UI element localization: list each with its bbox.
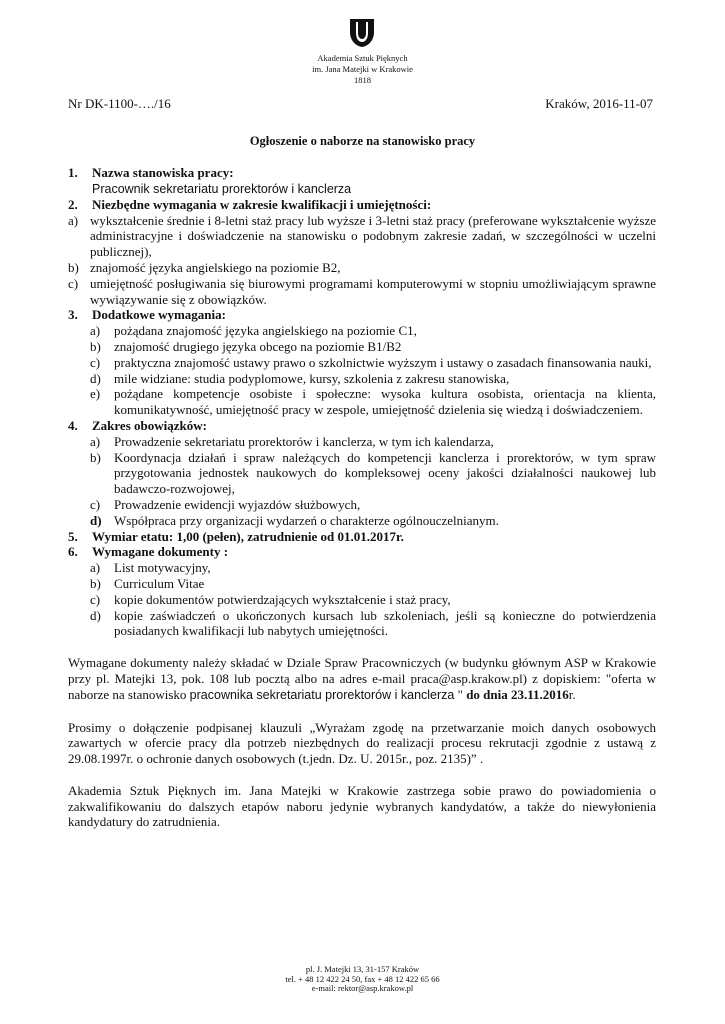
section-title: Dodatkowe wymagania: bbox=[92, 307, 226, 323]
list-item bbox=[68, 371, 656, 387]
item-letter: a) bbox=[90, 323, 101, 339]
submission-paragraph bbox=[68, 655, 656, 703]
item-letter: a) bbox=[90, 433, 101, 449]
list-item bbox=[68, 434, 656, 450]
section-number: 5. bbox=[68, 528, 78, 544]
item-text: pożądane kompetencje osobiste i społeczne: wysoka kultura osobista, orientacja na klienta, komunikatywność, umiejętność pracy w zespole, umiejętność dzielenia się wiedzą i doświadczeniem. bbox=[114, 386, 656, 418]
item-text: mile widziane: studia podyplomowe, kursy, szkolenia z zakresu stanowiska, bbox=[114, 370, 510, 386]
consent-paragraph: Prosimy o dołączenie podpisanej klauzuli „Wyrażam zgodę na przetwarzanie moich danych osobowych zawartych w ofercie pracy dla potrzeb niezbędnych do realizacji procesu rekrutacji zgodnie z ustawą z 29.08.1997r. o ochronie danych osobowych (t.jedn. Dz. U. 2015r., poz. 2135)” . bbox=[68, 719, 656, 767]
item-text: Prowadzenie sekretariatu prorektorów i kanclerza, w tym ich kalendarza, bbox=[114, 433, 494, 449]
item-text: Współpraca przy organizacji wydarzeń o charakterze ogólnouczelnianym. bbox=[114, 512, 499, 528]
item-letter: d) bbox=[90, 607, 101, 623]
item-text: Koordynacja działań i spraw należących do kompetencji kanclerza i prorektorów, w tym spraw przygotowania jednostek naukowych do kompleksowej oceny jakości działalności naukowej lub badawczo-rozwojowej, bbox=[114, 449, 656, 497]
item-letter: d) bbox=[90, 512, 102, 528]
section-number: 1. bbox=[68, 165, 78, 180]
item-text: kopie zaświadczeń o ukończonych kursach lub szkoleniach, jeśli są konieczne do potwierdzenia posiadanych kwalifikacji lub nabytych umiejętności. bbox=[114, 607, 656, 639]
disclaimer-paragraph: Akademia Sztuk Pięknych im. Jana Matejki w Krakowie zastrzega sobie prawo do powiadomienia o zakwalifikowaniu do dalszych etapów naboru jedynie wybranych kandydatów, a także do niewyłonienia kandydatury do zatrudnienia. bbox=[68, 782, 656, 830]
item-letter: b) bbox=[90, 575, 101, 591]
reference-number: Nr DK-1100-…./16 bbox=[68, 96, 171, 111]
item-letter: b) bbox=[90, 449, 101, 465]
section-1 bbox=[68, 165, 656, 197]
institution-year: 1818 bbox=[354, 75, 371, 85]
list-item bbox=[68, 260, 656, 276]
section-title: Wymiar etatu: 1,00 (pełen), zatrudnienie od 01.01.2017r. bbox=[92, 528, 404, 544]
section-number: 6. bbox=[68, 544, 78, 560]
item-text: znajomość drugiego języka obcego na poziomie B1/B2 bbox=[114, 338, 402, 354]
list-item bbox=[68, 386, 656, 418]
quote-close: " bbox=[454, 686, 467, 702]
footer bbox=[0, 965, 725, 994]
list-item bbox=[68, 560, 656, 576]
list-item bbox=[68, 276, 656, 308]
document-title: Ogłoszenie o naborze na stanowisko pracy bbox=[249, 134, 476, 148]
item-letter: c) bbox=[68, 275, 79, 291]
institution-name: Akademia Sztuk Pięknych bbox=[317, 53, 408, 63]
item-text: praktyczna znajomość ustawy prawo o szkolnictwie wyższym i ustawy o zasadach finansowania nauki, bbox=[114, 354, 652, 370]
section-5 bbox=[68, 529, 656, 545]
section-2 bbox=[68, 197, 656, 213]
item-letter: a) bbox=[68, 212, 79, 228]
item-letter: d) bbox=[90, 370, 101, 386]
item-text: Curriculum Vitae bbox=[114, 575, 205, 591]
item-letter: b) bbox=[90, 338, 101, 354]
institution-subname: im. Jana Matejki w Krakowie bbox=[312, 64, 413, 74]
footer-email: e-mail: rektor@asp.krakow.pl bbox=[311, 983, 414, 993]
footer-phone: tel. + 48 12 422 24 50, fax + 48 12 422 65 66 bbox=[285, 973, 440, 984]
section-title: Niezbędne wymagania w zakresie kwalifikacji i umiejętności: bbox=[92, 196, 432, 212]
asp-shield-logo-icon bbox=[349, 18, 375, 48]
item-text: Prowadzenie ewidencji wyjazdów służbowych, bbox=[114, 496, 361, 512]
item-text: wykształcenie średnie i 8-letni staż pracy lub wyższe i 3-letni staż pracy (preferowane wykształcenie wyższe administracyjne i doświadczenie na stanowisku o podobnym zakresie zadań, w szczególności w uczelni publicznej), bbox=[90, 212, 656, 260]
list-item bbox=[68, 608, 656, 640]
section-title: Zakres obowiązków: bbox=[92, 417, 207, 433]
document-body bbox=[68, 165, 656, 830]
deadline: do dnia 23.11.2016 bbox=[466, 686, 569, 702]
list-item bbox=[68, 339, 656, 355]
item-letter: c) bbox=[90, 591, 101, 607]
list-item bbox=[68, 450, 656, 497]
list-item bbox=[68, 576, 656, 592]
list-item bbox=[68, 323, 656, 339]
item-letter: c) bbox=[90, 354, 101, 370]
item-letter: c) bbox=[90, 496, 101, 512]
place-date: Kraków, 2016-11-07 bbox=[545, 96, 653, 111]
deadline-suffix: r. bbox=[568, 686, 576, 702]
section-3 bbox=[68, 307, 656, 323]
submission-text: Wymagane dokumenty należy składać w Dziale Spraw Pracowniczych (w budynku głównym ASP w Krakowie przy pl. Matejki 13, pok. 108 lub pocztą albo na adres e-mail praca@asp.krakow.pl) z dopiskiem: "oferta w naborze na stanowisko bbox=[68, 655, 656, 702]
position-reference: pracownika sekretariatu prorektorów i kanclerza bbox=[189, 687, 455, 702]
section-number: 2. bbox=[68, 196, 78, 212]
section-4 bbox=[68, 418, 656, 434]
list-item bbox=[68, 497, 656, 513]
list-item bbox=[68, 513, 656, 529]
item-text: kopie dokumentów potwierdzających wykształcenie i staż pracy, bbox=[114, 591, 451, 607]
item-letter: e) bbox=[90, 386, 101, 402]
item-letter: b) bbox=[68, 259, 79, 275]
section-6 bbox=[68, 544, 656, 560]
section-title: Wymagane dokumenty : bbox=[92, 544, 229, 560]
footer-address: pl. J. Matejki 13, 31-157 Kraków bbox=[305, 964, 420, 974]
item-letter: a) bbox=[90, 560, 101, 576]
item-text: pożądana znajomość języka angielskiego na poziomie C1, bbox=[114, 323, 417, 339]
list-item bbox=[68, 213, 656, 260]
section-number: 4. bbox=[68, 417, 78, 433]
list-item bbox=[68, 592, 656, 608]
section-title: Nazwa stanowiska pracy: bbox=[92, 165, 234, 180]
list-item bbox=[68, 355, 656, 371]
section-number: 3. bbox=[68, 307, 78, 323]
item-text: znajomość języka angielskiego na poziomie B2, bbox=[90, 259, 341, 275]
item-text: List motywacyjny, bbox=[114, 560, 211, 576]
item-text: umiejętność posługiwania się biurowymi programami komputerowymi w stopniu umożliwiającym sprawne wywiązywanie się z obowiązków. bbox=[90, 275, 656, 307]
position-name: Pracownik sekretariatu prorektorów i kanclerza bbox=[92, 181, 352, 196]
